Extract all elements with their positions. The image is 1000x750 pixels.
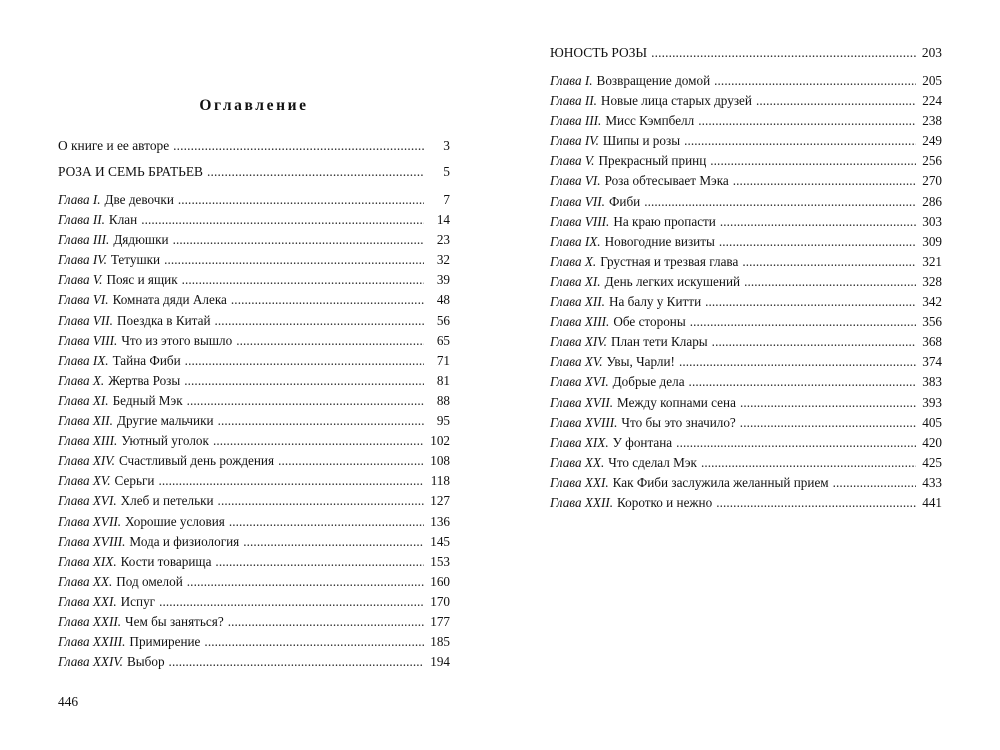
toc-chapter-entry[interactable]: [58, 431, 450, 451]
toc-chapter-entry[interactable]: [550, 71, 942, 91]
chapter-title: Чем бы заняться?: [125, 613, 224, 629]
dot-leader: [714, 71, 916, 91]
chapter-number: Глава IV.: [58, 252, 107, 268]
chapter-number: Глава XXI.: [550, 474, 609, 490]
toc-chapter-entry[interactable]: [550, 372, 942, 392]
dot-leader: [169, 652, 424, 672]
chapter-number: Глава XXIV.: [58, 654, 123, 670]
toc-chapter-entry[interactable]: [58, 471, 450, 491]
chapter-number: Глава XIX.: [550, 434, 609, 450]
dot-leader: [651, 43, 916, 63]
chapter-title: Серьги: [114, 473, 155, 489]
chapter-title: Испуг: [120, 593, 156, 609]
chapter-page: 81: [436, 372, 450, 388]
chapter-page: 249: [922, 133, 942, 149]
chapter-title: Как Фиби заслужила желанный прием: [612, 474, 829, 490]
chapter-number: Глава I.: [550, 73, 593, 88]
chapter-number: Глава XV.: [58, 473, 111, 489]
chapter-number: Глава XV.: [550, 354, 603, 370]
toc-chapter-entry[interactable]: [58, 632, 450, 652]
chapter-number: Глава II.: [550, 93, 597, 109]
chapter-number: Глава I.: [58, 192, 101, 207]
part-title: ЮНОСТЬ РОЗЫ: [550, 45, 648, 60]
chapter-number: Глава IX.: [58, 352, 109, 368]
dot-leader: [719, 232, 916, 252]
toc-chapter-entry[interactable]: [58, 572, 450, 592]
dot-leader: [164, 250, 424, 270]
chapter-page: 405: [922, 414, 942, 430]
chapter-page: 14: [436, 212, 450, 228]
chapter-page: 321: [922, 253, 942, 269]
chapter-title: Под омелой: [116, 573, 183, 589]
chapter-number: Глава III.: [550, 113, 602, 129]
chapter-title: Тетушки: [110, 252, 161, 268]
toc-chapter-entry[interactable]: [550, 252, 942, 272]
toc-chapter-entry[interactable]: [58, 371, 450, 391]
toc-chapter-entry[interactable]: [58, 491, 450, 511]
chapter-number: Глава XIX.: [58, 553, 117, 569]
toc-chapter-entry[interactable]: [550, 312, 942, 332]
chapter-page: 256: [922, 153, 942, 169]
chapter-page: 328: [922, 273, 942, 289]
dot-leader: [215, 311, 424, 331]
dot-leader: [740, 393, 916, 413]
chapter-number: Глава XVII.: [550, 394, 614, 410]
dot-leader: [173, 230, 424, 250]
chapter-title: Другие мальчики: [116, 413, 214, 429]
dot-leader: [218, 411, 424, 431]
toc-chapter-entry[interactable]: [550, 91, 942, 111]
chapter-page: 102: [430, 433, 450, 449]
chapter-number: Глава X.: [550, 253, 597, 269]
dot-leader: [243, 532, 424, 552]
chapter-page: 383: [922, 374, 942, 390]
toc-heading: Оглавление: [199, 97, 309, 114]
toc-chapter-entry[interactable]: [550, 232, 942, 252]
chapter-page: 303: [922, 213, 942, 229]
chapter-title: Прекрасный принц: [598, 153, 707, 169]
chapter-number: Глава VI.: [550, 173, 601, 189]
chapter-title: Хлеб и петельки: [120, 493, 214, 509]
dot-leader: [178, 190, 424, 210]
chapter-title: Поездка в Китай: [116, 312, 211, 328]
chapter-page: 127: [430, 493, 450, 509]
toc-chapter-entry[interactable]: [58, 270, 450, 290]
dot-leader: [684, 131, 916, 151]
part-title: РОЗА И СЕМЬ БРАТЬЕВ: [58, 164, 203, 179]
dot-leader: [187, 391, 424, 411]
toc-chapter-entry[interactable]: [550, 171, 942, 191]
dot-leader: [231, 290, 424, 310]
dot-leader: [236, 331, 424, 351]
chapter-number: Глава VIII.: [550, 213, 610, 229]
chapter-number: Глава XIII.: [550, 314, 610, 330]
chapter-page: 23: [436, 232, 450, 248]
dot-leader: [733, 171, 916, 191]
chapter-number: Глава XIV.: [550, 334, 607, 350]
chapter-title: Добрые дела: [612, 374, 685, 390]
dot-leader: [710, 151, 916, 171]
chapter-page: 118: [430, 473, 450, 489]
chapter-number: Глава VI.: [58, 292, 109, 308]
chapter-title: Мода и физиология: [129, 533, 240, 549]
chapter-page: 160: [430, 573, 450, 589]
chapter-title: Что бы это значило?: [621, 414, 736, 430]
chapter-title: Обе стороны: [613, 314, 686, 330]
chapter-title: На краю пропасти: [613, 213, 716, 229]
chapter-page: 71: [436, 352, 450, 368]
left-toc-list: [58, 136, 450, 672]
chapter-title: Новогодние визиты: [604, 233, 715, 249]
toc-chapter-entry[interactable]: [58, 532, 450, 552]
chapter-page: 224: [922, 93, 942, 109]
chapter-title: Мисс Кэмпбелл: [605, 113, 695, 129]
chapter-number: Глава XII.: [58, 413, 113, 429]
chapter-page: 309: [922, 233, 942, 249]
dot-leader: [213, 431, 424, 451]
dot-leader: [187, 572, 424, 592]
chapter-page: 425: [922, 454, 942, 470]
chapter-page: 39: [436, 272, 450, 288]
dot-leader: [740, 413, 916, 433]
chapter-page: 108: [430, 453, 450, 469]
chapter-number: Глава XXII.: [550, 494, 614, 510]
chapter-page: 65: [436, 332, 450, 348]
chapter-title: Жертва Розы: [108, 372, 181, 388]
dot-leader: [701, 453, 916, 473]
chapter-page: 185: [430, 634, 450, 650]
chapter-page: 342: [922, 294, 942, 310]
part-page: 203: [921, 45, 942, 60]
chapter-page: 88: [436, 392, 450, 408]
dot-leader: [141, 210, 424, 230]
toc-chapter-entry[interactable]: [550, 473, 942, 493]
chapter-page: 7: [443, 192, 450, 207]
toc-chapter-entry[interactable]: [58, 592, 450, 612]
chapter-number: Глава XVII.: [58, 513, 122, 529]
toc-chapter-entry[interactable]: [58, 351, 450, 371]
chapter-number: Глава VII.: [58, 312, 113, 328]
toc-chapter-entry[interactable]: [550, 111, 942, 131]
chapter-page: 368: [922, 334, 942, 350]
chapter-number: Глава IX.: [550, 233, 601, 249]
chapter-title: План тети Клары: [610, 334, 708, 350]
chapter-title: Новые лица старых друзей: [600, 93, 752, 109]
chapter-page: 145: [430, 533, 450, 549]
chapter-page: 205: [922, 73, 942, 88]
chapter-page: 170: [430, 593, 450, 609]
dot-leader: [712, 332, 916, 352]
toc-chapter-entry[interactable]: [550, 151, 942, 171]
dot-leader: [705, 292, 916, 312]
chapter-title: Возвращение домой: [596, 73, 711, 88]
chapter-page: 136: [430, 513, 450, 529]
dot-leader: [644, 192, 916, 212]
toc-chapter-entry[interactable]: [550, 272, 942, 292]
dot-leader: [184, 371, 424, 391]
chapter-title: День легких искушений: [604, 273, 741, 289]
part-page: 5: [443, 164, 450, 179]
dot-leader: [229, 512, 424, 532]
chapter-number: Глава XVI.: [58, 493, 117, 509]
chapter-title: Клан: [108, 212, 138, 228]
chapter-number: Глава III.: [58, 232, 110, 248]
chapter-page: 238: [922, 113, 942, 129]
toc-chapter-entry[interactable]: [58, 512, 450, 532]
dot-leader: [716, 493, 916, 513]
chapter-number: Глава VII.: [550, 193, 605, 209]
chapter-number: Глава XII.: [550, 294, 605, 310]
dot-leader: [689, 372, 916, 392]
dot-leader: [278, 451, 424, 471]
chapter-title: Шипы и розы: [602, 133, 681, 149]
chapter-title: Дядюшки: [113, 232, 169, 248]
dot-leader: [207, 162, 424, 182]
toc-chapter-entry[interactable]: [58, 331, 450, 351]
toc-chapter-entry[interactable]: [58, 290, 450, 310]
chapter-number: Глава XIII.: [58, 433, 118, 449]
chapter-page: 153: [430, 553, 450, 569]
entry-page: 3: [443, 138, 450, 153]
toc-chapter-entry[interactable]: [550, 192, 942, 212]
toc-chapter-entry[interactable]: [58, 311, 450, 331]
dot-leader: [756, 91, 916, 111]
chapter-number: Глава XI.: [58, 392, 109, 408]
dot-leader: [698, 111, 916, 131]
chapter-number: Глава XX.: [58, 573, 113, 589]
toc-chapter-entry[interactable]: [58, 190, 450, 210]
chapter-title: Тайна Фиби: [112, 352, 181, 368]
chapter-page: 441: [922, 494, 942, 510]
toc-chapter-entry[interactable]: [550, 292, 942, 312]
dot-leader: [228, 612, 424, 632]
chapter-page: 270: [922, 173, 942, 189]
dot-leader: [218, 491, 424, 511]
dot-leader: [744, 272, 916, 292]
toc-chapter-entry[interactable]: [550, 212, 942, 232]
page-number: 446: [58, 694, 79, 709]
chapter-title: Что сделал Мэк: [608, 454, 697, 470]
dot-leader: [833, 473, 916, 493]
toc-chapter-entry[interactable]: [550, 433, 942, 453]
chapter-page: 286: [922, 193, 942, 209]
chapter-title: Что из этого вышло: [121, 332, 233, 348]
chapter-page: 420: [922, 434, 942, 450]
chapter-title: Увы, Чарли!: [606, 354, 675, 370]
toc-chapter-entry[interactable]: [550, 332, 942, 352]
dot-leader: [158, 471, 424, 491]
toc-chapter-entry[interactable]: [550, 131, 942, 151]
dot-leader: [679, 352, 916, 372]
chapter-number: Глава XVIII.: [58, 533, 126, 549]
chapter-page: 177: [430, 613, 450, 629]
dot-leader: [159, 592, 424, 612]
toc-chapter-entry[interactable]: [550, 413, 942, 433]
toc-chapter-entry[interactable]: [550, 352, 942, 372]
dot-leader: [173, 136, 424, 156]
toc-chapter-entry[interactable]: [58, 552, 450, 572]
toc-chapter-entry[interactable]: [58, 230, 450, 250]
chapter-title: Фиби: [608, 193, 641, 209]
chapter-number: Глава V.: [550, 153, 595, 169]
right-toc-list: [550, 43, 942, 513]
chapter-number: Глава IV.: [550, 133, 599, 149]
dot-leader: [204, 632, 424, 652]
chapter-number: Глава XXII.: [58, 613, 122, 629]
toc-chapter-entry[interactable]: [550, 393, 942, 413]
chapter-page: 433: [922, 474, 942, 490]
chapter-number: Глава XXI.: [58, 593, 117, 609]
chapter-page: 48: [436, 292, 450, 308]
entry-title: О книге и ее авторе: [58, 138, 170, 153]
chapter-title: У фонтана: [612, 434, 673, 450]
dot-leader: [676, 433, 916, 453]
chapter-title: Выбор: [126, 654, 165, 670]
chapter-number: Глава XX.: [550, 454, 605, 470]
dot-leader: [185, 351, 424, 371]
chapter-title: Комната дяди Алека: [112, 292, 227, 308]
chapter-number: Глава XVI.: [550, 374, 609, 390]
chapter-number: Глава X.: [58, 372, 105, 388]
dot-leader: [215, 552, 424, 572]
chapter-page: 393: [922, 394, 942, 410]
dot-leader: [690, 312, 916, 332]
chapter-title: Примирение: [129, 634, 201, 650]
chapter-page: 95: [436, 413, 450, 429]
dot-leader: [720, 212, 916, 232]
chapter-number: Глава VIII.: [58, 332, 118, 348]
chapter-number: Глава XI.: [550, 273, 601, 289]
chapter-title: Между копнами сена: [617, 394, 736, 410]
toc-chapter-entry[interactable]: [550, 493, 942, 513]
chapter-number: Глава II.: [58, 212, 105, 228]
toc-chapter-entry[interactable]: [58, 391, 450, 411]
toc-chapter-entry[interactable]: [58, 250, 450, 270]
chapter-title: Бедный Мэк: [112, 392, 183, 408]
chapter-page: 32: [436, 252, 450, 268]
chapter-page: 356: [922, 314, 942, 330]
chapter-title: Пояс и ящик: [106, 272, 178, 288]
chapter-number: Глава XIV.: [58, 453, 115, 469]
chapter-page: 374: [922, 354, 942, 370]
chapter-title: Грустная и трезвая глава: [600, 253, 739, 269]
chapter-title: Счастливый день рождения: [118, 453, 275, 469]
chapter-title: Две девочки: [104, 192, 174, 207]
chapter-title: Уютный уголок: [121, 433, 209, 449]
toc-chapter-entry[interactable]: [58, 652, 450, 672]
chapter-title: На балу у Китти: [608, 294, 702, 310]
chapter-title: Коротко и нежно: [617, 494, 713, 510]
chapter-number: Глава XVIII.: [550, 414, 618, 430]
toc-chapter-entry[interactable]: [58, 451, 450, 471]
chapter-page: 194: [430, 654, 450, 670]
dot-leader: [182, 270, 424, 290]
dot-leader: [742, 252, 916, 272]
toc-part-2[interactable]: [550, 43, 942, 71]
toc-chapter-entry[interactable]: [58, 210, 450, 230]
toc-entry-about[interactable]: [58, 136, 450, 162]
toc-part-1[interactable]: [58, 162, 450, 190]
toc-chapter-entry[interactable]: [58, 612, 450, 632]
chapter-title: Кости товарища: [120, 553, 212, 569]
toc-chapter-entry[interactable]: [550, 453, 942, 473]
chapter-title: Хорошие условия: [125, 513, 225, 529]
chapter-number: Глава V.: [58, 272, 103, 288]
chapter-page: 56: [436, 312, 450, 328]
chapter-title: Роза обтесывает Мэка: [604, 173, 729, 189]
chapter-number: Глава XXIII.: [58, 634, 126, 650]
toc-chapter-entry[interactable]: [58, 411, 450, 431]
